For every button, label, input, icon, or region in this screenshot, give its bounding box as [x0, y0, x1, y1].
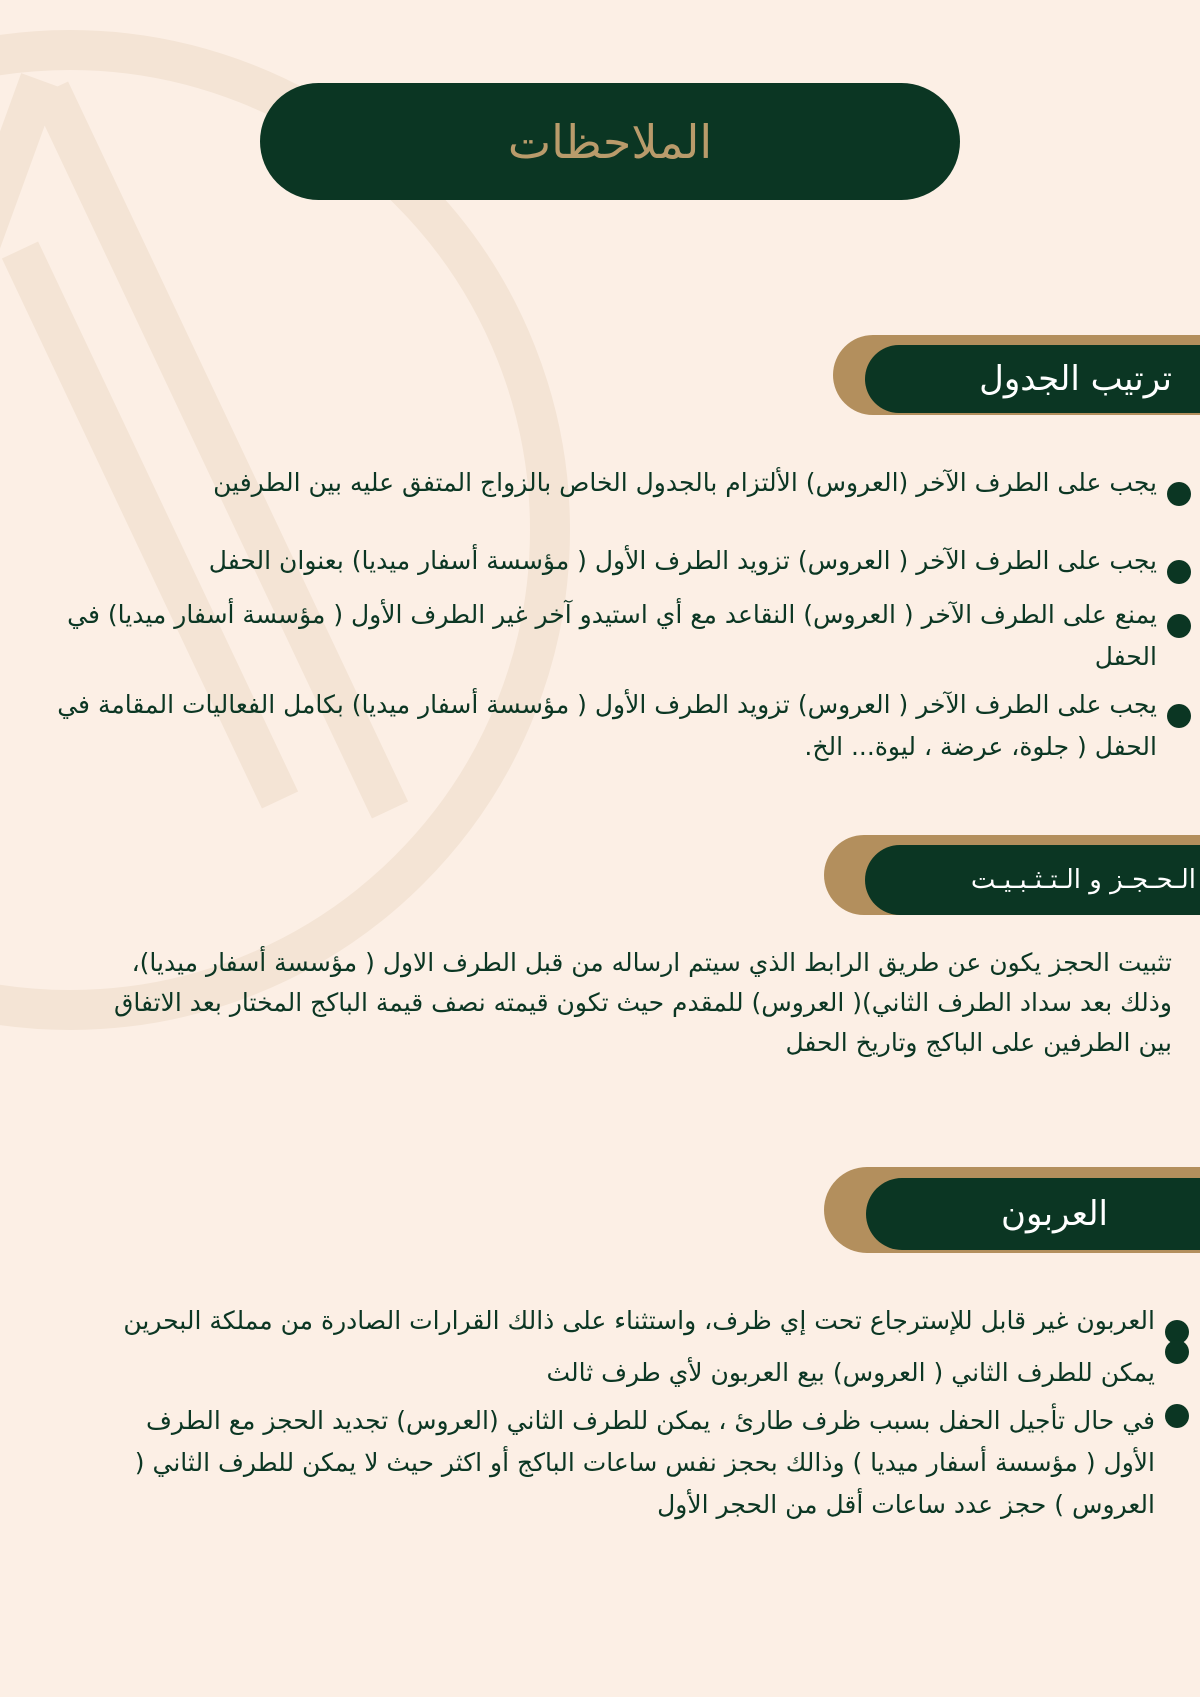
list-item: يجب على الطرف الآخر ( العروس) تزويد الطرف الأول ( مؤسسة أسفار ميديا) بعنوان الحفل: [47, 540, 1157, 582]
bullet-icon: [1167, 560, 1191, 584]
bullet-icon: [1167, 482, 1191, 506]
section-header-booking: [824, 835, 1200, 915]
list-item: العربون غير قابل للإسترجاع تحت إي ظرف، واستثناء على ذالك القرارات الصادرة من مملكة البحرين: [95, 1300, 1155, 1342]
bullet-icon: [1167, 704, 1191, 728]
bullet-icon: [1165, 1404, 1189, 1428]
list-item: يمكن للطرف الثاني ( العروس) بيع العربون لأي طرف ثالث: [95, 1342, 1155, 1394]
deposit-list: [95, 1300, 1155, 1526]
page-title-banner: [260, 83, 960, 200]
section-heading: الـحـجـز و الـتـثـبـيـت: [970, 865, 1196, 895]
section-heading: ترتيب الجدول: [979, 359, 1172, 399]
list-item: يجب على الطرف الآخر ( العروس) تزويد الطرف الأول ( مؤسسة أسفار ميديا) بكامل الفعاليات المقامة في الحفل ( جلوة، عرضة ، ليوة... الخ.: [47, 684, 1157, 768]
section-header-schedule: [833, 335, 1200, 415]
list-item: في حال تأجيل الحفل بسبب ظرف طارئ ، يمكن للطرف الثاني (العروس) تجديد الحجز مع الطرف الأول ( مؤسسة أسفار ميديا ) وذالك بحجز نفس ساعات الباكج أو اكثر حيث لا يمكن للطرف الثاني ( العروس ) حجز عدد ساعات أقل من الحجر الأول: [95, 1400, 1155, 1526]
bullet-icon: [1167, 614, 1191, 638]
page-title: الملاحظات: [507, 114, 713, 169]
section-heading: العربون: [1001, 1194, 1108, 1234]
bullet-icon: [1165, 1340, 1189, 1364]
schedule-list: [47, 462, 1157, 768]
list-item: يجب على الطرف الآخر (العروس) الألتزام بالجدول الخاص بالزواج المتفق عليه بين الطرفين: [47, 462, 1157, 504]
list-item: يمنع على الطرف الآخر ( العروس) النقاعد مع أي استيدو آخر غير الطرف الأول ( مؤسسة أسفار ميديا) في الحفل: [47, 594, 1157, 678]
booking-text: تثبيت الحجز يكون عن طريق الرابط الذي سيتم ارساله من قبل الطرف الاول ( مؤسسة أسفار ميديا)، وذلك بعد سداد الطرف الثاني)( العروس) للمقدم حيث تكون قيمته نصف قيمة الباكج المختار بعد الاتفاق بين الطرفين على الباكج وتاريخ الحفل: [113, 948, 1172, 1057]
section-header-deposit: [824, 1167, 1200, 1253]
